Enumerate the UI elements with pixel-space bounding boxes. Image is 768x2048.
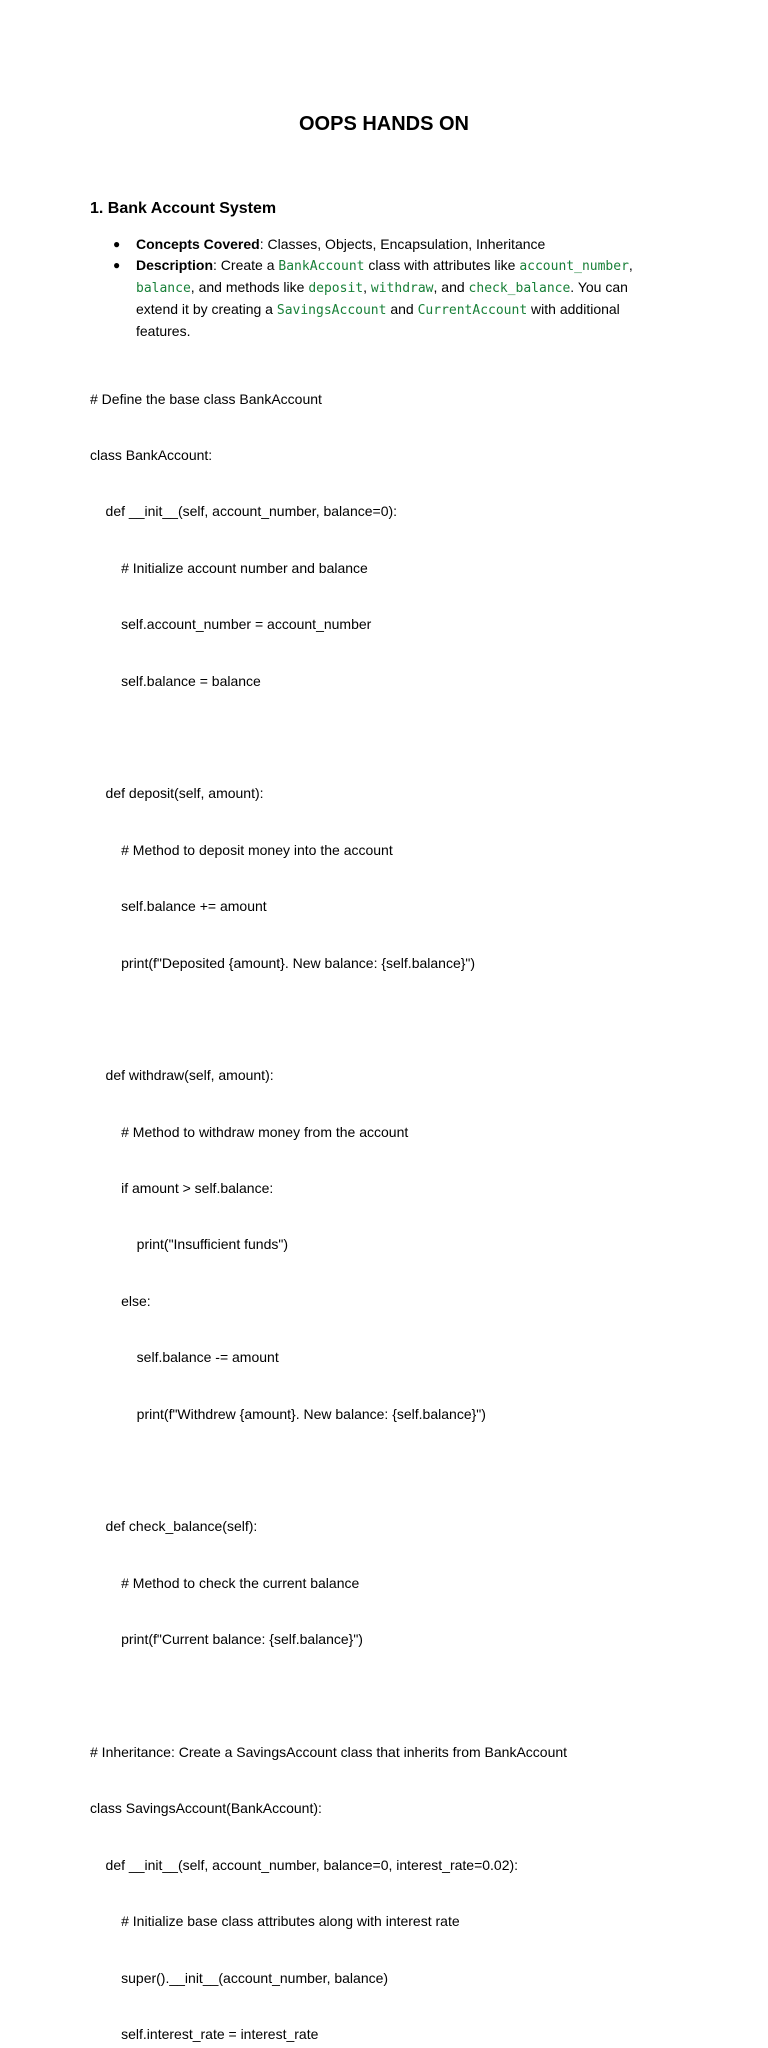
inline-code-withdraw: withdraw (370, 281, 434, 296)
code-line: self.balance += amount (90, 898, 267, 915)
code-line (90, 728, 730, 747)
code-line: self.balance -= amount (90, 1349, 279, 1366)
description-text: , (363, 279, 371, 295)
code-block (90, 352, 730, 2048)
inline-code-currentaccount: CurrentAccount (417, 303, 528, 318)
code-line: def deposit(self, amount): (90, 785, 264, 802)
code-line: def withdraw(self, amount): (90, 1067, 274, 1084)
code-line: else: (90, 1292, 151, 1309)
code-line: # Method to withdraw money from the account (90, 1123, 409, 1140)
code-line: class BankAccount: (90, 446, 213, 463)
code-line: # Initialize account number and balance (90, 559, 368, 576)
description-text: , and methods like (190, 279, 309, 295)
description-text: class with attributes like (364, 257, 520, 273)
inline-code-account-number: account_number (519, 259, 629, 274)
bullet-concepts (113, 234, 653, 255)
code-line: self.interest_rate = interest_rate (90, 2025, 319, 2042)
code-line: print(f"Withdrew {amount}. New balance: {self.balance}") (90, 1405, 486, 1422)
description-text: with additional features. (136, 301, 620, 339)
code-line (90, 1461, 730, 1480)
inline-code-bankaccount: BankAccount (278, 259, 365, 274)
code-line: # Method to check the current balance (90, 1574, 360, 1591)
code-line: def check_balance(self): (90, 1518, 258, 1535)
code-line: if amount > self.balance: (90, 1180, 274, 1197)
description-text: , (628, 257, 633, 273)
code-line: def __init__(self, account_number, balance=0, interest_rate=0.02): (90, 1856, 519, 1873)
document-title: OOPS HANDS ON (298, 113, 470, 135)
code-line: print(f"Deposited {amount}. New balance: {self.balance}") (90, 954, 476, 971)
code-line: def __init__(self, account_number, balance=0): (90, 503, 398, 520)
bullet-description (113, 255, 653, 342)
code-line: print("Insufficient funds") (90, 1236, 288, 1253)
code-line (90, 1010, 730, 1029)
description-text: . You can extend it by creating a (136, 279, 628, 317)
bullet-dot-icon: ● (113, 258, 121, 272)
inline-code-balance: balance (136, 281, 191, 296)
description-text: : Create a (213, 257, 279, 273)
code-line: # Method to deposit money into the account (90, 841, 393, 858)
code-line (90, 1687, 730, 1706)
bullet-dot-icon: ● (113, 237, 121, 251)
code-line: # Define the base class BankAccount (90, 390, 322, 407)
code-line: super().__init__(account_number, balance) (90, 1969, 389, 1986)
concepts-label: Concepts Covered (136, 236, 260, 252)
code-line: # Inheritance: Create a SavingsAccount class that inherits from BankAccount (90, 1743, 568, 1760)
concepts-text: Classes, Objects, Encapsulation, Inheritance (267, 236, 546, 252)
code-line: class SavingsAccount(BankAccount): (90, 1800, 322, 1817)
description-label: Description (136, 257, 214, 273)
concepts-separator: : (259, 236, 268, 252)
inline-code-deposit: deposit (308, 281, 364, 296)
section-heading: 1. Bank Account System (90, 200, 277, 217)
description-text: , and (433, 279, 469, 295)
description-text: and (386, 301, 418, 317)
code-line: print(f"Current balance: {self.balance}") (90, 1631, 363, 1648)
bullet-list (113, 234, 653, 342)
inline-code-check-balance: check_balance (468, 281, 571, 296)
code-line: self.account_number = account_number (90, 616, 372, 633)
inline-code-savingsaccount: SavingsAccount (276, 303, 387, 318)
code-line: self.balance = balance (90, 672, 261, 689)
code-line: # Initialize base class attributes along with interest rate (90, 1913, 460, 1930)
